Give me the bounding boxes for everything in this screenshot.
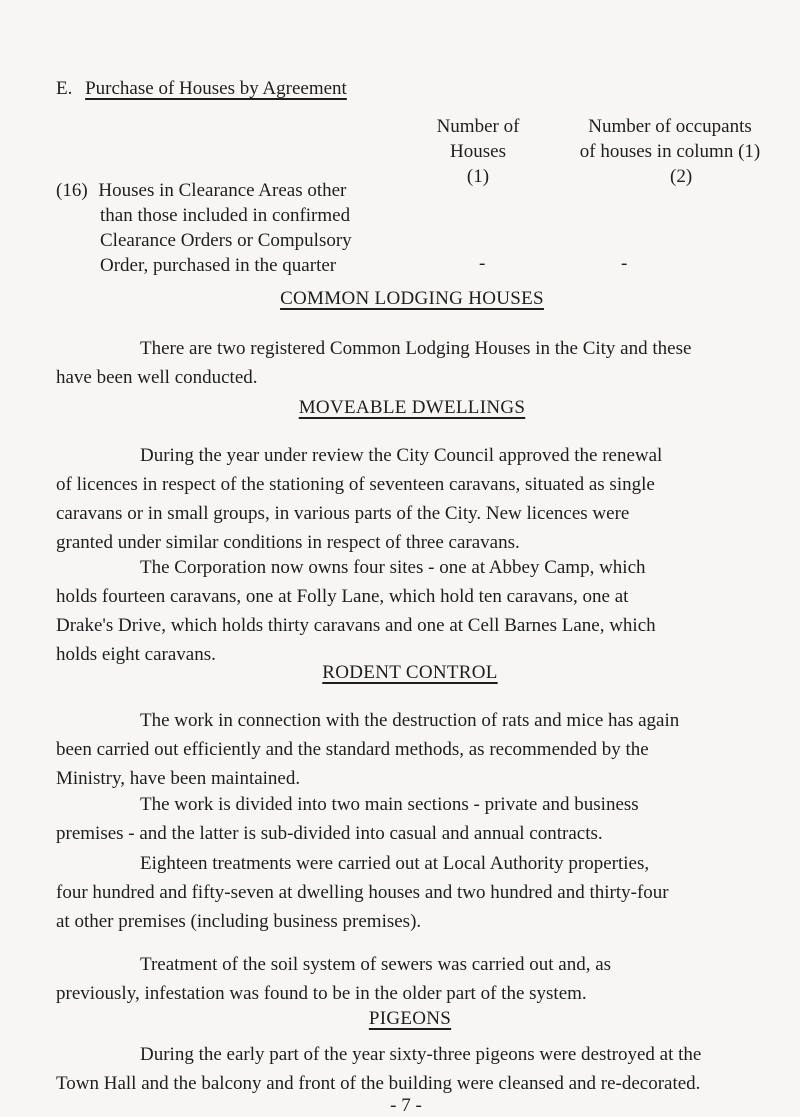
row-col1-value: - — [479, 253, 486, 274]
row-label-line: Order, purchased in the quarter — [100, 255, 337, 276]
column-1-header — [418, 114, 538, 189]
common-lodging-heading: COMMON LODGING HOUSES — [280, 288, 544, 309]
rodent-control-paragraph-3: Eighteen treatments were carried out at Local Authority properties, four hundred and fifty-seven at dwelling houses and two hundred and thirty-four at other premises (including business premises). — [56, 853, 669, 932]
common-lodging-paragraph: There are two registered Common Lodging Houses in the City and these have been well conducted. — [56, 338, 692, 388]
column-1-header-line: Houses — [450, 141, 506, 162]
rodent-control-paragraph-4: Treatment of the soil system of sewers was carried out and, as previously, infestation was found to be in the older part of the system. — [56, 954, 612, 1004]
section-e-heading — [56, 78, 347, 100]
row-label-line: Clearance Orders or Compulsory — [100, 230, 352, 251]
page-number: - 7 - — [390, 1095, 422, 1116]
column-2-header-line: Number of occupants — [588, 116, 752, 137]
column-2-header-number: (2) — [670, 166, 693, 187]
column-1-header-line: Number of — [436, 116, 520, 137]
row-label-line: Houses in Clearance Areas other — [98, 180, 347, 201]
column-2-header — [560, 114, 780, 189]
moveable-dwellings-heading: MOVEABLE DWELLINGS — [298, 397, 526, 418]
moveable-dwellings-paragraph-2: The Corporation now owns four sites - one at Abbey Camp, which holds fourteen caravans, one at Folly Lane, which hold ten caravans, one at Drake's Drive, which holds thirty caravans and one at Cell Barnes Lane, which holds eight caravans. — [56, 557, 656, 665]
row-col2-value: - — [621, 253, 628, 274]
pigeons-heading: PIGEONS — [368, 1008, 452, 1029]
row-number: (16) — [56, 180, 88, 201]
column-2-header-line: of houses in column (1) — [579, 141, 761, 162]
table-row — [56, 178, 352, 278]
pigeons-paragraph: During the early part of the year sixty-three pigeons were destroyed at the Town Hall and the balcony and front of the building were cleansed and re-decorated. — [56, 1044, 702, 1094]
rodent-control-paragraph-1: The work in connection with the destruction of rats and mice has again been carried out efficiently and the standard methods, as recommended by the Ministry, have been maintained. — [56, 710, 680, 789]
rodent-control-paragraph-2: The work is divided into two main sections - private and business premises - and the latter is sub-divided into casual and annual contracts. — [56, 794, 639, 844]
section-e-letter: E. — [56, 78, 73, 99]
column-1-header-number: (1) — [466, 166, 490, 187]
row-label-line: than those included in confirmed — [100, 205, 351, 226]
moveable-dwellings-paragraph-1: During the year under review the City Council approved the renewal of licences in respect of the stationing of seventeen caravans, situated as single caravans or in small groups, in various parts of the City. New licences were granted under similar conditions in respect of three caravans. — [56, 445, 663, 553]
rodent-control-heading: RODENT CONTROL — [322, 662, 498, 683]
section-e-title: Purchase of Houses by Agreement — [85, 78, 347, 99]
